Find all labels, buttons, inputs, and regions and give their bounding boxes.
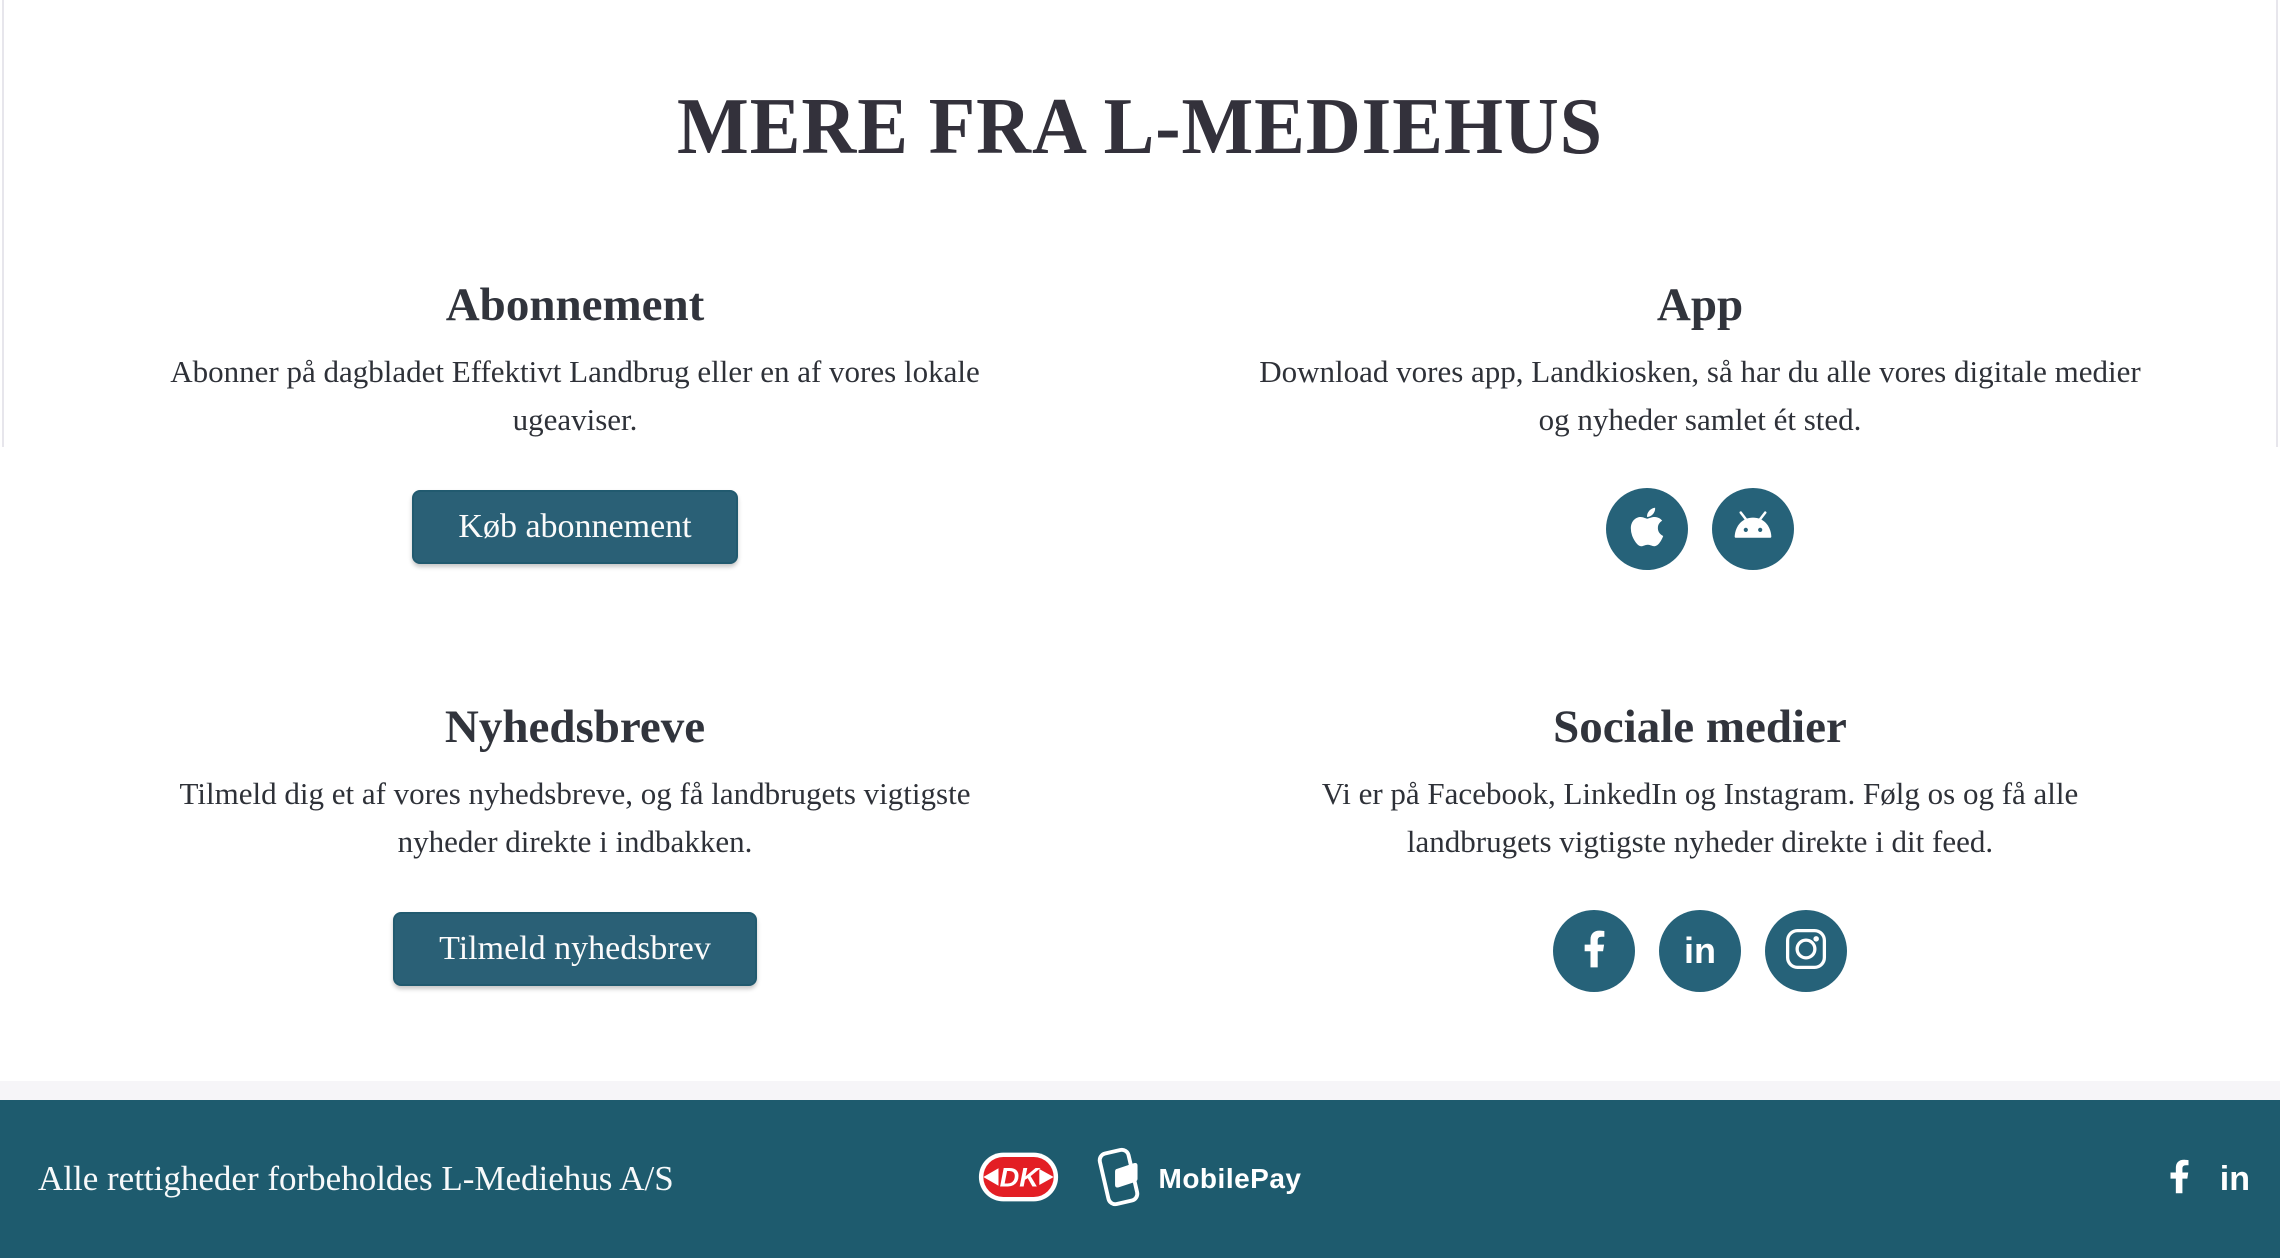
- right-section-divider: [2276, 0, 2278, 447]
- facebook-icon: [1583, 930, 1606, 973]
- instagram-icon: [1785, 928, 1827, 975]
- abonnement-heading: Abonnement: [445, 279, 705, 331]
- sociale-medier-heading: Sociale medier: [1553, 701, 1847, 753]
- copyright-text: Alle rettigheder forbeholdes L-Mediehus A/S: [38, 1159, 674, 1198]
- abonnement-description: Abonner på dagbladet Effektivt Landbrug eller en af vores lokale ugeaviser.: [170, 354, 980, 437]
- footer-bar: [0, 1100, 2280, 1258]
- left-section-divider: [2, 0, 4, 447]
- dankort-logo-icon: [979, 1152, 1059, 1207]
- mobilepay-logo: [1093, 1145, 1302, 1214]
- linkedin-icon[interactable]: in: [2219, 1160, 2250, 1198]
- app-heading: App: [1656, 279, 1744, 331]
- android-icon: [1730, 511, 1776, 548]
- sociale-medier-description: Vi er på Facebook, LinkedIn og Instagram. Følg os og få alle landbrugets vigtigste nyheder direkte i dit feed.: [1321, 776, 2079, 859]
- linkedin-link[interactable]: [1659, 910, 1741, 992]
- buy-subscription-button[interactable]: Køb abonnement: [412, 490, 737, 564]
- app-store-link[interactable]: [1606, 488, 1688, 570]
- svg-text:DK: DK: [999, 1161, 1039, 1193]
- section-nyhedsbreve: [95, 700, 1055, 986]
- payment-logos: [979, 1100, 1302, 1258]
- section-abonnement: [95, 278, 1055, 564]
- section-app: [1220, 278, 2180, 570]
- footer-social-links: [2169, 1100, 2250, 1258]
- instagram-link[interactable]: [1765, 910, 1847, 992]
- google-play-link[interactable]: [1712, 488, 1794, 570]
- apple-icon: [1629, 505, 1665, 554]
- footer-separator-band: [0, 1081, 2280, 1100]
- facebook-icon[interactable]: [2169, 1159, 2190, 1199]
- app-description: Download vores app, Landkiosken, så har du alle vores digitale medier og nyheder samlet ét sted.: [1259, 354, 2141, 437]
- page-title: MERE FRA L-MEDIEHUS: [677, 83, 1603, 171]
- mobilepay-phone-icon: [1093, 1145, 1145, 1214]
- nyhedsbreve-heading: Nyhedsbreve: [444, 701, 706, 753]
- section-sociale-medier: [1220, 700, 2180, 992]
- nyhedsbreve-description: Tilmeld dig et af vores nyhedsbreve, og få landbrugets vigtigste nyheder direkte i indbakken.: [179, 776, 971, 859]
- linkedin-icon: in: [1684, 930, 1716, 971]
- newsletter-signup-button[interactable]: Tilmeld nyhedsbrev: [393, 912, 757, 986]
- mobilepay-wordmark: MobilePay: [1158, 1163, 1302, 1194]
- facebook-link[interactable]: [1553, 910, 1635, 992]
